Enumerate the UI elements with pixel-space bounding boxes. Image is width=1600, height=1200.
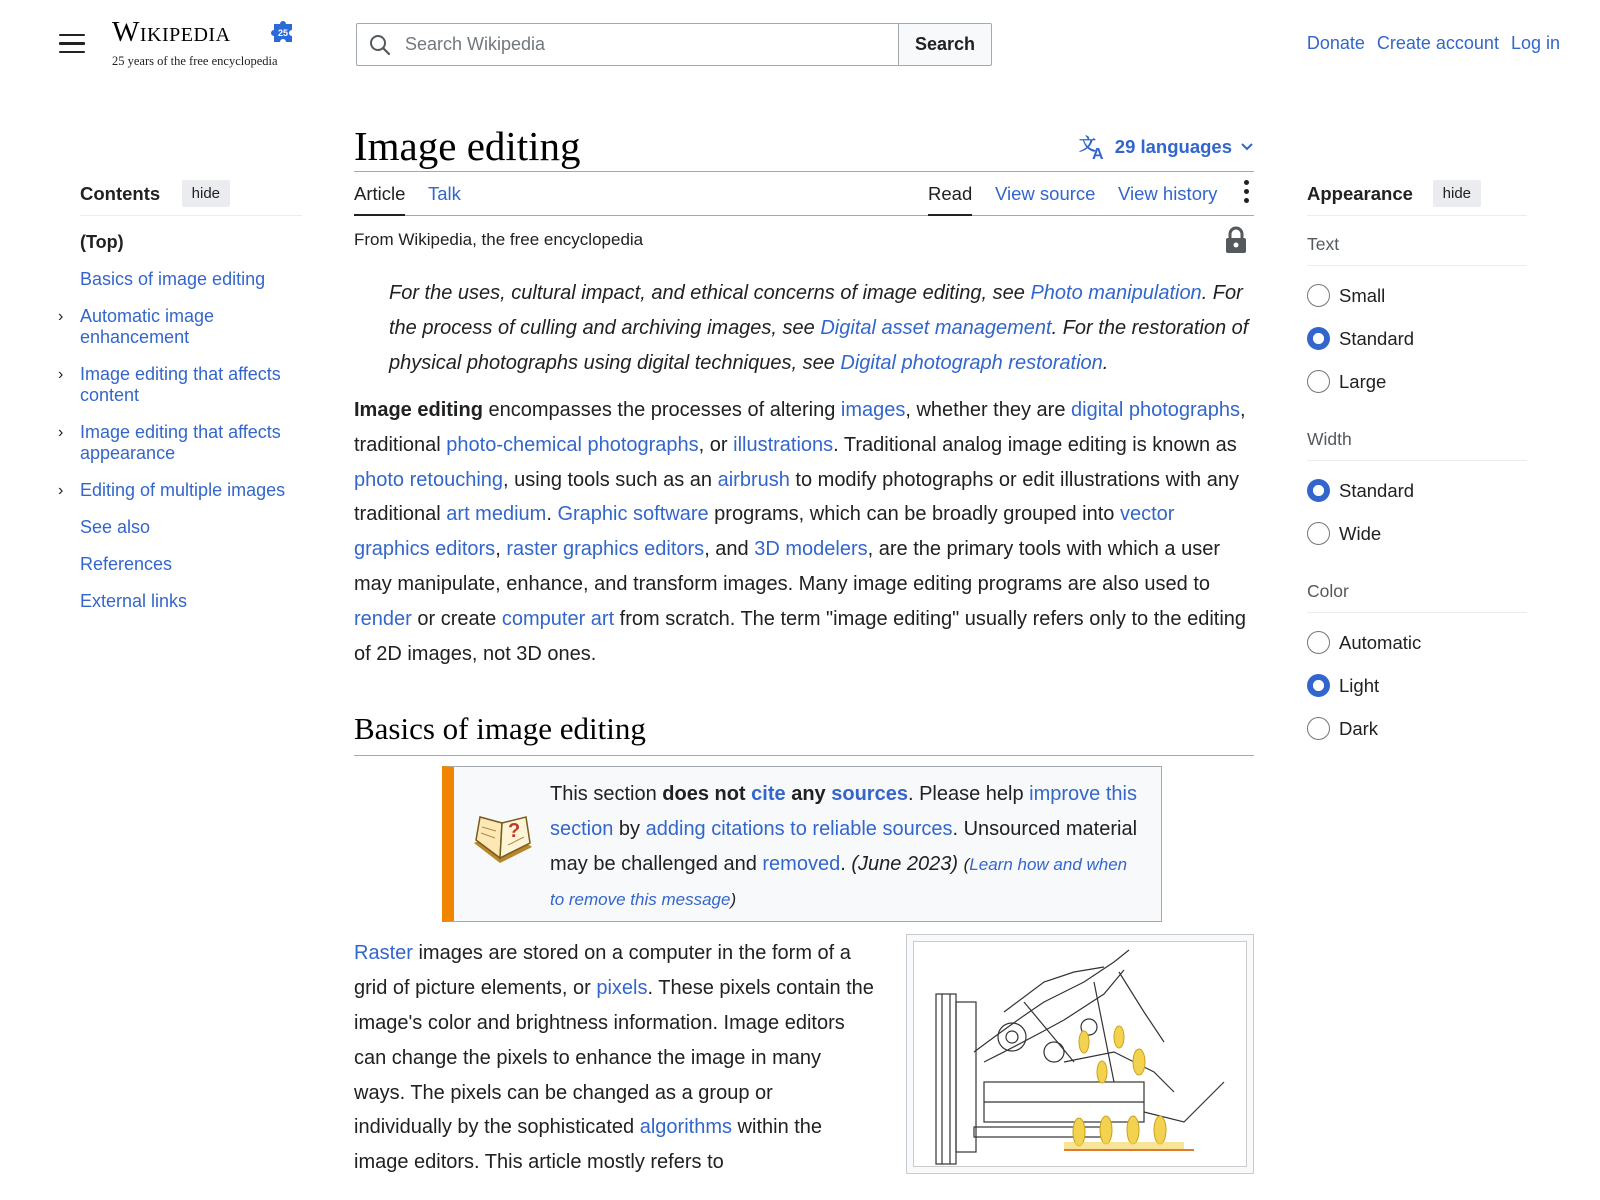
link-improve-section[interactable]: improve this section — [550, 783, 1137, 841]
tab-article[interactable]: Article — [354, 183, 405, 216]
chevron-right-icon[interactable]: › — [58, 424, 64, 441]
svg-text:?: ? — [508, 820, 521, 843]
article-figure[interactable] — [906, 934, 1254, 1174]
link-photo-manipulation[interactable]: Photo manipulation — [1030, 282, 1202, 304]
appearance-header — [1307, 180, 1527, 216]
toc-header — [80, 180, 302, 216]
color-light-option[interactable]: Light — [1307, 664, 1527, 707]
appearance-title: Appearance — [1307, 182, 1413, 204]
tab-view-source[interactable]: View source — [995, 183, 1096, 204]
toc-list — [58, 232, 302, 612]
search-button[interactable]: Search — [898, 23, 992, 66]
logo-tagline: 25 years of the free encyclopedia — [112, 54, 278, 68]
appearance-panel — [1307, 180, 1527, 750]
tab-talk[interactable]: Talk — [428, 183, 461, 204]
color-automatic-option[interactable]: Automatic — [1307, 621, 1527, 664]
link-learn-remove-message[interactable]: Learn how and when to remove this message — [550, 855, 1128, 910]
machine-illustration — [913, 941, 1247, 1167]
link-photo-retouching[interactable]: photo retouching — [354, 468, 504, 491]
link-sources[interactable]: sources — [831, 783, 908, 806]
toc-title: Contents — [80, 182, 161, 204]
svg-text:25: 25 — [277, 28, 289, 38]
languages-button[interactable] — [1079, 134, 1254, 160]
section-heading-basics: Basics of image editing — [354, 711, 1254, 756]
link-adding-citations[interactable]: adding citations to reliable sources — [645, 818, 953, 841]
hatnote: For the uses, cultural impact, and ethical concerns of image editing, see Photo manipulation. For the process of culling and archiving images, see Digital asset management. For the restoration of physical photographs using digital techniques, see Digital photograph restoration. — [389, 282, 1249, 374]
link-cite[interactable]: cite — [751, 783, 786, 806]
logo-wordmark: Wikipedia — [112, 16, 231, 48]
log-in-link[interactable]: Log in — [1510, 33, 1560, 53]
appearance-hide-button[interactable]: hide — [1433, 180, 1481, 207]
languages-label: 29 languages — [1114, 136, 1232, 157]
chevron-right-icon[interactable]: › — [58, 366, 64, 383]
tagline-row — [354, 216, 1254, 264]
toc-hide-button[interactable]: hide — [182, 180, 230, 207]
tab-view-history[interactable]: View history — [1118, 183, 1218, 204]
color-dark-option[interactable]: Dark — [1307, 707, 1527, 750]
link-digital-photographs[interactable]: digital photographs — [1071, 399, 1241, 421]
toc-item-multiple-images[interactable]: › Editing of multiple images — [58, 480, 286, 500]
link-pixels[interactable]: pixels — [596, 977, 648, 1000]
main-content — [354, 118, 1254, 1180]
more-actions-icon[interactable] — [1242, 180, 1250, 208]
link-render[interactable]: render — [354, 607, 412, 630]
svg-text:文: 文 — [1078, 135, 1096, 155]
toc-item-automatic-enhancement[interactable]: › Automatic image enhancement — [58, 306, 215, 347]
donate-link[interactable]: Donate — [1306, 33, 1365, 53]
radio-standard-width[interactable] — [1307, 479, 1330, 502]
page-tabs — [354, 172, 1254, 216]
text-size-large-option[interactable]: Large — [1307, 360, 1527, 403]
title-row — [354, 118, 1254, 172]
radio-dark[interactable] — [1307, 717, 1330, 740]
toc-item-basics[interactable]: Basics of image editing — [80, 269, 266, 289]
table-of-contents — [58, 180, 302, 628]
text-size-standard-option[interactable]: Standard — [1307, 317, 1527, 360]
link-raster[interactable]: Raster — [354, 942, 413, 965]
link-art-medium[interactable]: art medium — [446, 503, 547, 526]
width-label: Width — [1307, 411, 1527, 461]
chevron-down-icon — [1240, 142, 1254, 152]
search-icon — [369, 34, 391, 56]
width-standard-option[interactable]: Standard — [1307, 469, 1527, 512]
text-size-label: Text — [1307, 216, 1527, 266]
translate-icon — [1079, 134, 1107, 160]
toc-item-references[interactable]: References — [80, 554, 173, 574]
section-body — [354, 936, 1254, 1180]
user-links — [1307, 33, 1560, 54]
text-size-small-option[interactable]: Small — [1307, 274, 1527, 317]
svg-text:A: A — [1091, 146, 1104, 160]
puzzle-25-icon — [270, 18, 298, 46]
toc-item-affects-content[interactable]: › Image editing that affects content — [58, 364, 281, 405]
link-removed[interactable]: removed — [762, 853, 841, 876]
toc-item-see-also[interactable]: See also — [80, 517, 151, 537]
tab-read[interactable]: Read — [928, 183, 972, 216]
width-wide-option[interactable]: Wide — [1307, 512, 1527, 555]
link-airbrush[interactable]: airbrush — [717, 468, 790, 491]
link-3d-modelers[interactable]: 3D modelers — [754, 538, 868, 561]
radio-small[interactable] — [1307, 284, 1330, 307]
main-menu-icon[interactable] — [59, 34, 85, 54]
body-paragraph: Raster images are stored on a computer in the form of a grid of picture elements, or pixels. These pixels contain the image's color and brightness information. Image editors can change the pixels to enhance the image in many ways. The pixels can be changed as a group or individually by the sophisticated algorithms within the image editors. This article mostly refers to — [354, 942, 874, 1174]
link-vector-graphics-editors[interactable]: vector graphics editors — [354, 503, 1175, 561]
link-graphic-software[interactable]: Graphic software — [557, 503, 709, 526]
lock-icon[interactable] — [1224, 226, 1248, 254]
search-box[interactable] — [356, 23, 900, 66]
radio-automatic[interactable] — [1307, 631, 1330, 654]
chevron-right-icon[interactable]: › — [58, 482, 64, 499]
unsourced-section-notice — [442, 766, 1162, 922]
machine-drawing — [914, 942, 1247, 1167]
create-account-link[interactable]: Create account — [1376, 33, 1499, 53]
toc-item-top[interactable]: (Top) — [80, 232, 124, 252]
notice-text: This section does not cite any sources. Please help improve this section by adding citations to reliable sources. Unsourced material may be challenged and removed. (June 2023) (Learn how and when to remove this message) — [550, 783, 1138, 910]
page-title: Image editing — [354, 123, 581, 169]
link-computer-art[interactable]: computer art — [501, 607, 615, 630]
toc-item-affects-appearance[interactable]: › Image editing that affects appearance — [58, 422, 281, 463]
book-question-icon — [470, 813, 536, 873]
site-header — [0, 0, 1600, 90]
radio-large[interactable] — [1307, 370, 1330, 393]
intro-paragraph: Image editing encompasses the processes of altering images, whether they are digital photographs, traditional photo-chemical photographs, or illustrations. Traditional analog image editing is known as photo retouching, using tools such as an airbrush to modify photographs or edit illustrations with any traditional art medium. Graphic software programs, which can be broadly grouped into vector graphics editors, raster graphics editors, and 3D modelers, are the primary tools with which a user may manipulate, enhance, and transform images. Many image editing programs are also used to render or create computer art from scratch. The term "image editing" usually refers only to the editing of 2D images, not 3D ones. — [354, 399, 1247, 665]
search-input[interactable] — [403, 24, 893, 65]
link-images[interactable]: images — [840, 399, 906, 421]
link-algorithms[interactable]: algorithms — [639, 1116, 732, 1139]
site-tagline: From Wikipedia, the free encyclopedia — [354, 230, 644, 249]
color-label: Color — [1307, 563, 1527, 613]
link-raster-graphics-editors[interactable]: raster graphics editors — [506, 538, 705, 561]
chevron-right-icon[interactable]: › — [58, 308, 64, 325]
radio-light[interactable] — [1307, 674, 1330, 697]
radio-standard-text[interactable] — [1307, 327, 1330, 350]
link-digital-asset-management[interactable]: Digital asset management — [820, 317, 1052, 339]
link-digital-photograph-restoration[interactable]: Digital photograph restoration — [840, 352, 1103, 374]
link-photo-chemical-photographs[interactable]: photo-chemical photographs — [446, 433, 699, 456]
toc-item-external-links[interactable]: External links — [80, 591, 188, 611]
link-illustrations[interactable]: illustrations — [733, 433, 834, 456]
radio-wide[interactable] — [1307, 522, 1330, 545]
wikipedia-logo[interactable] — [112, 14, 302, 74]
